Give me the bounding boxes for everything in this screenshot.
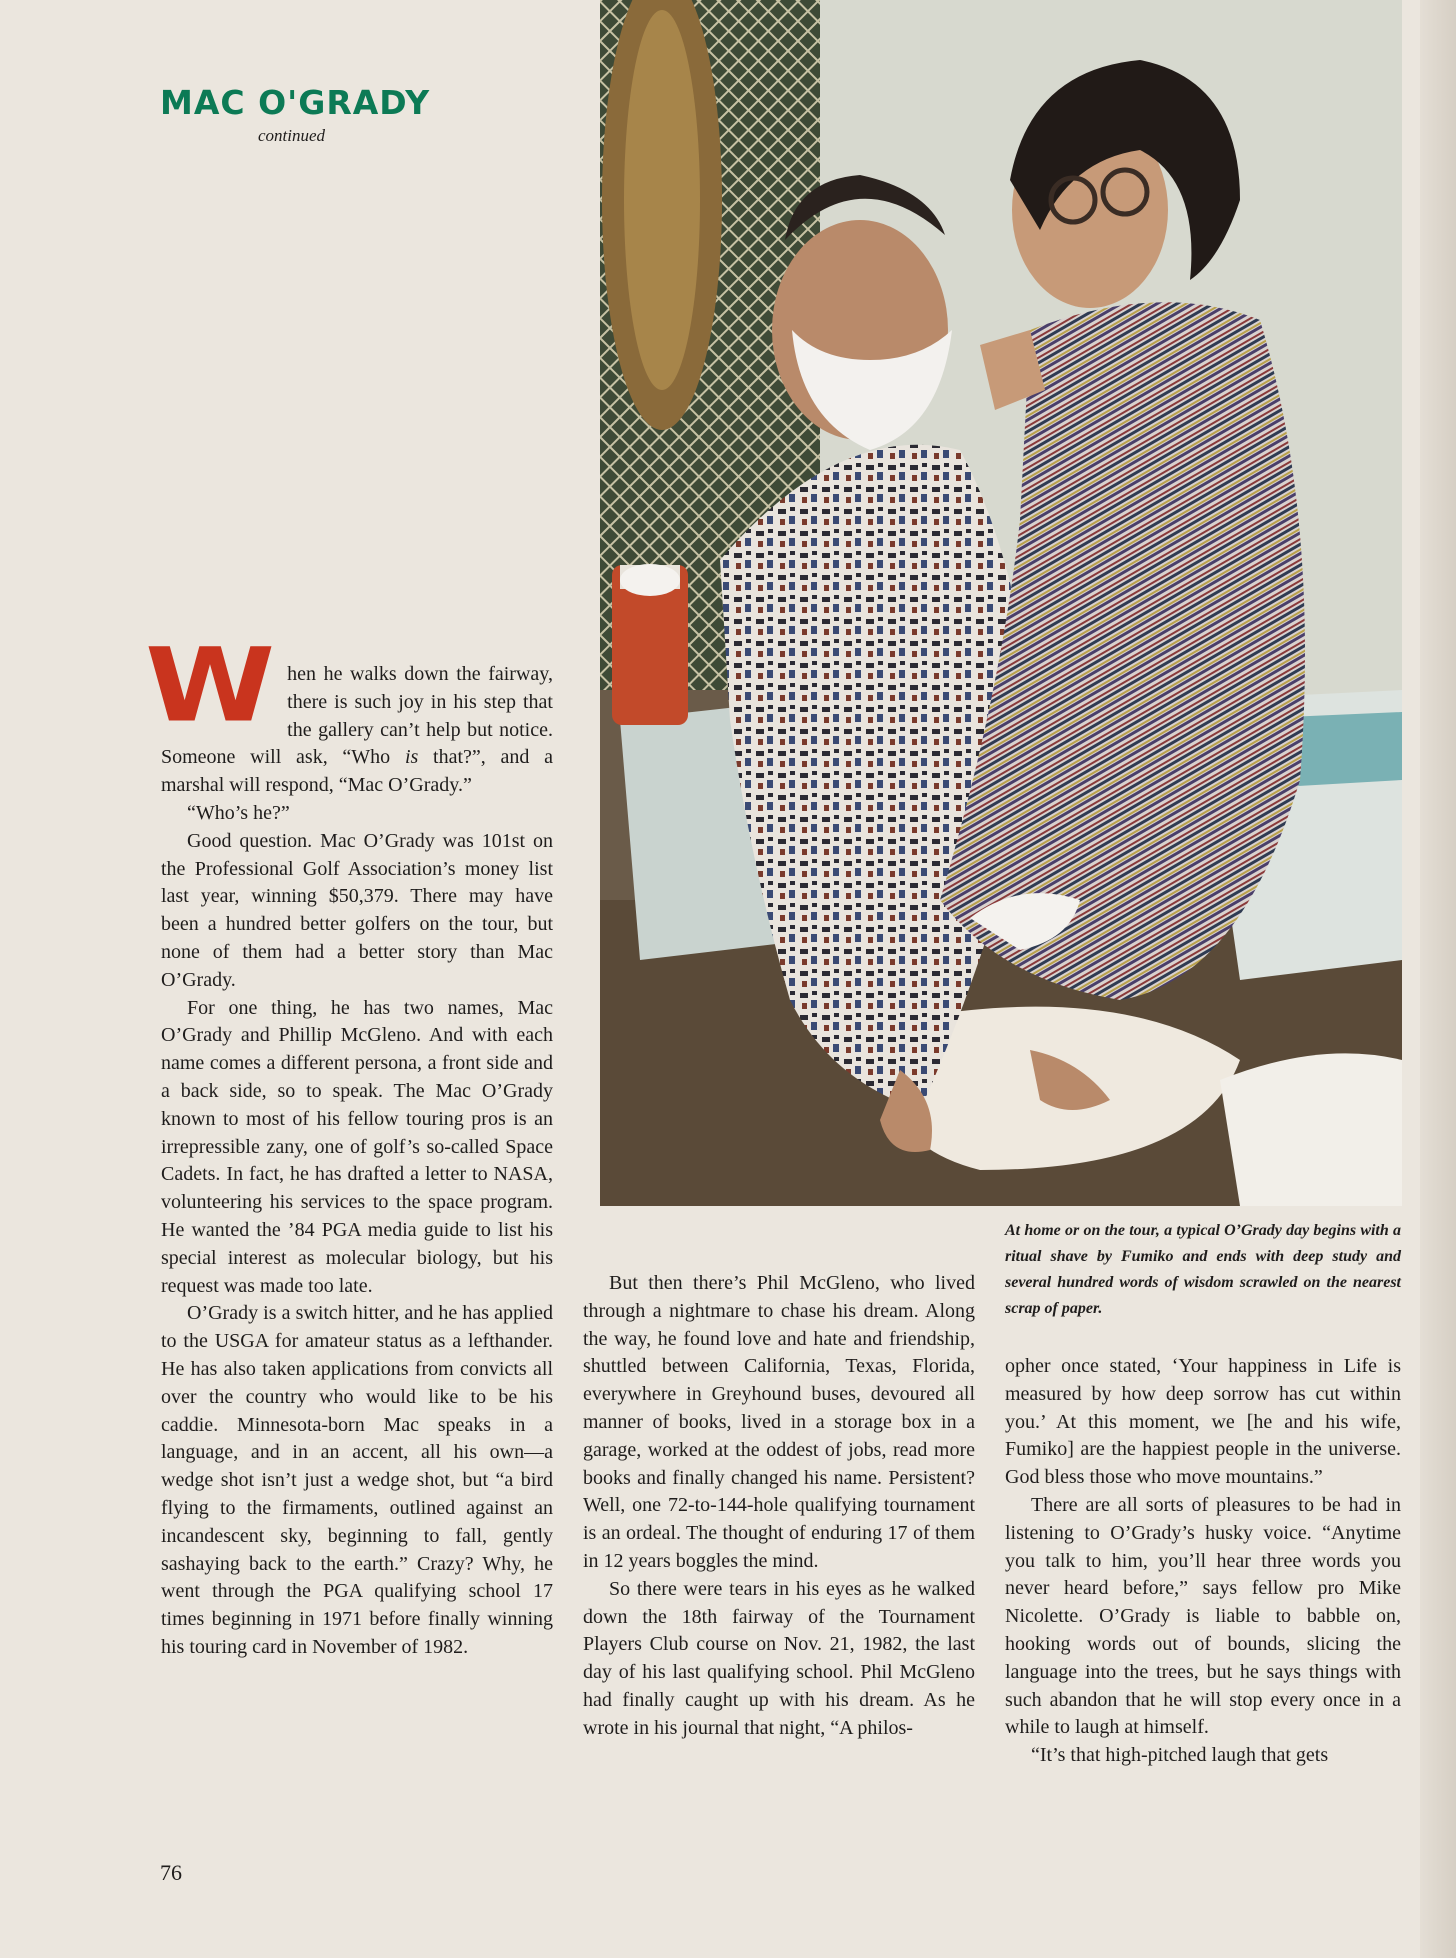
paragraph: “Who’s he?”	[187, 801, 290, 824]
photo-caption: At home or on the tour, a typical O’Grady day begins with a ritual shave by Fumiko and ends with deep study and several hundred words of wisdom scrawled on the nearest scrap of paper.	[1005, 1222, 1401, 1317]
lead-text: hen he walks down the fairway, there is such joy in his step that the gallery can’t help but notice. Someone will ask, “Who	[161, 663, 553, 769]
paragraph: Good question. Mac O’Grady was 101st on the Professional Golf Association’s money list last year, winning $50,379. There may have been a hundred better golfers on the tour, but none of them had a better story than Mac O’Grady.	[161, 829, 553, 991]
paragraph-continuation: opher once stated, ‘Your happiness in Life is measured by how deep sorrow has cut within you.’ At this moment, we [he and his wife, Fumiko] are the happiest people in the universe. God bless those who move mountains.”	[1005, 1355, 1401, 1489]
article-column-1	[145, 625, 554, 1662]
article-column-3	[1005, 1353, 1401, 1770]
article-column-2	[583, 1270, 975, 1743]
paragraph: “It’s that high-pitched laugh that gets	[1031, 1744, 1329, 1767]
paragraph: For one thing, he has two names, Mac O’Grady and Phillip McGleno. And with each name comes a different persona, a front side and a back side, so to speak. The Mac O’Grady known to most of his fellow touring pros is an irrepressible zany, one of golf’s so-called Space Cadets. In fact, he has drafted a letter to NASA, volunteering his services to the space program. He wanted the ’84 PGA media guide to list his special interest as molecular biology, but his request was made too late.	[161, 996, 553, 1297]
lead-paragraph	[145, 625, 554, 800]
section-header	[160, 83, 431, 145]
paragraph: So there were tears in his eyes as he walked down the 18th fairway of the Tournament Players Club course on Nov. 21, 1982, the last day of his last qualifying school. Phil McGleno had finally caught up with his dream. As he wrote in his journal that night, “A philos-	[583, 1577, 975, 1739]
section-kicker: MAC O'GRADY	[160, 83, 431, 122]
continued-label: continued	[258, 126, 326, 145]
paragraph: O’Grady is a switch hitter, and he has applied to the USGA for amateur status as a lefthander. He has also taken applications from convicts all over the country who would like to be his caddie. Minnesota-born Mac speaks in a language, and in an accent, all his own—a wedge shot isn’t just a wedge shot, but “a bird flying to the firmaments, outlined against an incandescent sky, beginning to fall, gently sashaying back to the earth.” Crazy? Why, he went through the PGA qualifying school 17 times beginning in 1971 before finally winning his touring card in November of 1982.	[161, 1302, 553, 1658]
lead-text-tail: that?”, and a marshal will respond, “Mac O’Grady.”	[161, 746, 554, 797]
paragraph: There are all sorts of pleasures to be had in listening to O’Grady’s husky voice. “Anytime you talk to him, you’ll hear three words you never heard before,” says fellow pro Mike Nicolette. O’Grady is liable to babble on, hooking words out of bounds, slicing the language into the trees, but he says things with such abandon that he will stop every once in a while to laugh at himself.	[1005, 1493, 1401, 1739]
bathroom-shaving-photo	[600, 0, 1402, 1206]
drop-cap: W	[145, 625, 276, 745]
feature-photo	[600, 0, 1402, 1206]
paragraph: But then there’s Phil McGleno, who lived through a nightmare to chase his dream. Along the way, he found love and hate and friendship, shuttled between California, Texas, Florida, everywhere in Greyhound buses, devoured all manner of books, lived in a storage box in a garage, worked at the oddest of jobs, read more books and finally changed his name. Persistent? Well, one 72-to-144-hole qualifying tournament is an ordeal. The thought of enduring 17 of them in 12 years boggles the mind.	[583, 1272, 975, 1572]
page-edge	[1420, 0, 1456, 1958]
page-number: 76	[160, 1860, 182, 1885]
lead-italic: is	[404, 746, 419, 769]
